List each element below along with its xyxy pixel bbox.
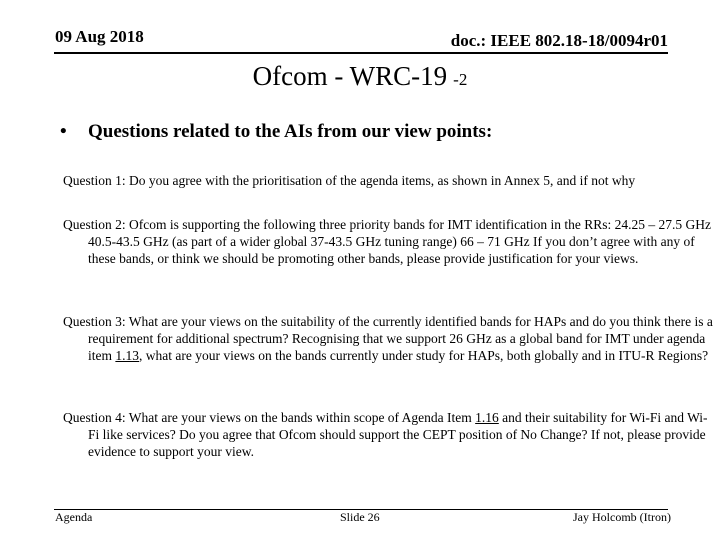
question-3-text-after: , what are your views on the bands currently under study for HAPs, both globally and in ITU-R Regions?	[139, 348, 709, 363]
header-divider	[54, 52, 668, 54]
agenda-item-link-1-13[interactable]: 1.13	[115, 348, 139, 363]
question-3	[63, 313, 716, 364]
bullet-heading	[60, 121, 492, 143]
bullet-icon: •	[60, 121, 67, 142]
header-doc-id: doc.: IEEE 802.18-18/0094r01	[450, 31, 668, 50]
question-4-text-before: Question 4: What are your views on the bands within scope of Agenda Item	[63, 410, 476, 425]
question-4-text-after: and their suitability for Wi-Fi and Wi-Fi like services? Do you agree that Ofcom should support the CEPT position of No Change? If not, please provide evidence to support your view.	[88, 410, 708, 459]
slide-title	[0, 61, 720, 92]
question-3-text-before: Question 3: What are your views on the suitability of the currently identified bands for HAPs and do you think there is a requirement for additional spectrum? Recognising that we support 26 GHz as a global band for IMT under agenda item	[63, 314, 713, 363]
question-1	[63, 172, 716, 189]
bullet-heading-text: Questions related to the AIs from our view points:	[88, 121, 493, 142]
header-date: 09 Aug 2018	[55, 27, 144, 46]
question-2	[63, 216, 716, 267]
slide-title-suffix: -2	[453, 70, 468, 89]
slide-title-main: Ofcom - WRC-19	[252, 61, 448, 91]
footer-slide-number: Slide 26	[340, 510, 380, 524]
footer-left: Agenda	[55, 510, 93, 524]
footer-author: Jay Holcomb (Itron)	[573, 510, 671, 524]
question-1-text: Question 1: Do you agree with the prioritisation of the agenda items, as shown in Annex 5, and if not why	[63, 173, 636, 188]
question-4	[63, 409, 716, 460]
agenda-item-link-1-16[interactable]: 1.16	[475, 410, 499, 425]
question-2-text: Question 2: Ofcom is supporting the following three priority bands for IMT identification in the RRs: 24.25 – 27.5 GHz 40.5-43.5 GHz (as part of a wider global 37-43.5 GHz tuning range) 66 – 71 GHz If you don’t agree with any of these bands, or think we should be promoting other bands, please provide justification for your views.	[63, 217, 712, 266]
